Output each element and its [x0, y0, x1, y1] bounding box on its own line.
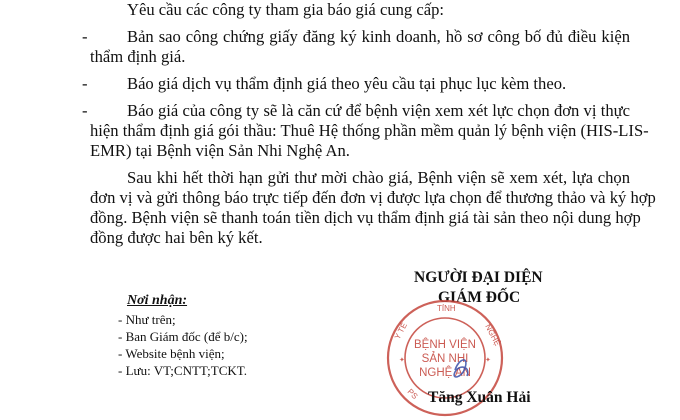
- bullet-dash: -: [82, 27, 88, 46]
- signature-role-representative: NGƯỜI ĐẠI DIỆN: [414, 269, 543, 286]
- signer-name: Tăng Xuân Hải: [428, 389, 531, 406]
- svg-text:✦: ✦: [485, 356, 491, 364]
- recipients-title: Nơi nhận:: [127, 293, 188, 308]
- closing-line-2: đơn vị và gửi thông báo trực tiếp đến đơn vị được lựa chọn để thương thảo và ký hợp: [90, 188, 656, 207]
- closing-line-3: đồng. Bệnh viện sẽ thanh toán tiền dịch vụ thẩm định giá tài sản theo nội dung hợp: [90, 208, 641, 227]
- recipient-item: - Ban Giám đốc (để b/c);: [118, 329, 248, 344]
- signature-role-director: GIÁM ĐỐC: [438, 289, 521, 306]
- bullet-2-line-1: Báo giá dịch vụ thẩm định giá theo yêu cầu tại phục lục kèm theo.: [127, 74, 567, 93]
- closing-line-4: đồng được hai bên ký kết.: [90, 228, 263, 247]
- svg-text:✦: ✦: [399, 356, 405, 364]
- bullet-3-line-2: hiện thẩm định giá gói thầu: Thuê Hệ thống phần mềm quản lý bệnh viện (HIS-LIS-: [90, 121, 649, 140]
- seal-ring-bottom: PS: [405, 387, 420, 401]
- bullet-1-line-2: thẩm định giá.: [90, 47, 186, 66]
- bullet-1-line-1: Bản sao công chứng giấy đăng ký kinh doanh, hồ sơ công bố đủ điều kiện: [127, 27, 630, 46]
- seal-ring-left: Y TẾ: [392, 321, 409, 341]
- recipient-item: - Lưu: VT;CNTT;TCKT.: [118, 363, 247, 378]
- closing-line-1: Sau khi hết thời hạn gửi thư mời chào giá, Bệnh viện sẽ xem xét, lựa chọn: [127, 168, 630, 187]
- bullet-dash: -: [82, 74, 88, 93]
- bullet-dash: -: [82, 101, 88, 120]
- recipient-item: - Website bệnh viện;: [118, 346, 225, 361]
- seal-ring-top: TỈNH: [437, 304, 456, 313]
- bullet-3-line-3: EMR) tại Bệnh viện Sản Nhi Nghệ An.: [90, 141, 350, 160]
- seal-inner-line-3: NGHỆ AN: [419, 367, 471, 379]
- bullet-3-line-1: Báo giá của công ty sẽ là căn cứ để bệnh viện xem xét lực chọn đơn vị thực: [127, 101, 630, 120]
- intro-text: Yêu cầu các công ty tham gia báo giá cung cấp:: [127, 0, 444, 19]
- seal-ring-right: NGHỆ: [483, 322, 503, 348]
- recipient-item: - Như trên;: [118, 312, 176, 327]
- seal-inner-line-2: SẢN NHI: [421, 353, 469, 365]
- seal-inner-line-1: BỆNH VIỆN: [414, 339, 476, 351]
